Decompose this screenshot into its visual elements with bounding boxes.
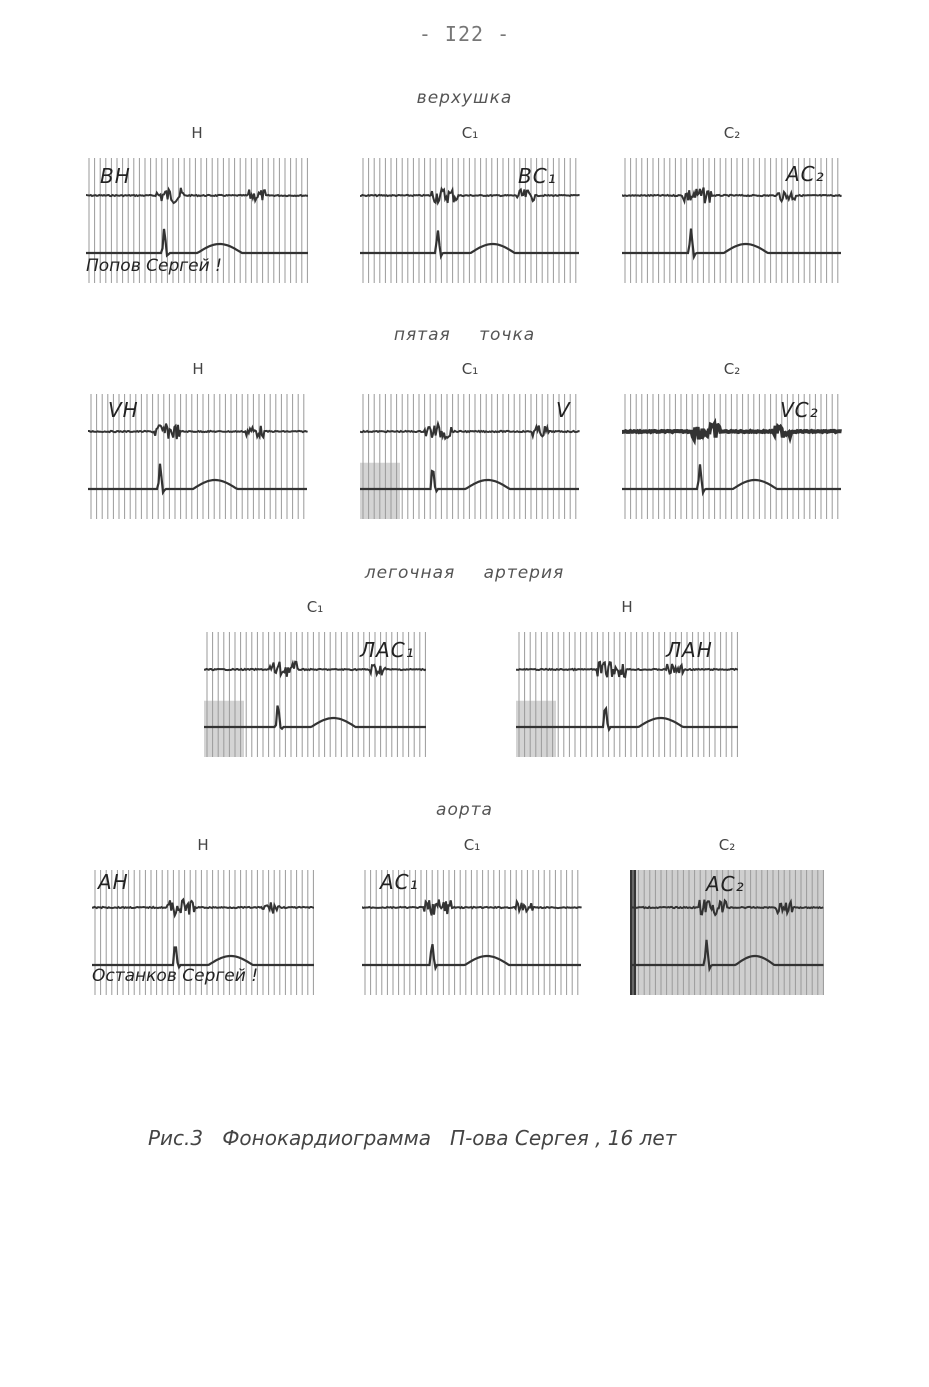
handwritten-signature: Попов Сергей ! xyxy=(86,256,222,276)
panel-label: С₁ xyxy=(461,124,479,142)
panel-tag: АС₂ xyxy=(786,162,825,186)
phonocardiogram-apex-c2 xyxy=(622,124,842,283)
section-title-pulmonary-artery: легочная артерия xyxy=(364,563,565,583)
panel-tag: АС₁ xyxy=(380,870,419,894)
panel-tag: VН xyxy=(108,398,139,422)
phonocardiogram-pulmonary-h xyxy=(516,598,738,757)
panel-tag: ЛАН xyxy=(666,638,713,662)
phonocardiogram-pulmonary-c1 xyxy=(204,598,426,757)
panel-tag: АС₂ xyxy=(706,872,745,896)
phonocardiogram-aorta-c1 xyxy=(362,836,582,995)
figure-caption: Рис.3 Фонокардиограмма П-ова Сергея , 16 лет xyxy=(148,1126,677,1150)
panel-label: С₂ xyxy=(718,836,736,854)
panel-label: С₂ xyxy=(723,124,741,142)
phonocardiogram-aorta-c2 xyxy=(630,836,824,995)
phonocardiogram-fifth-point-c1 xyxy=(360,360,580,519)
handwritten-signature: Останков Сергей ! xyxy=(92,966,259,986)
page-number: - I22 - xyxy=(418,22,511,46)
panel-tag: ВН xyxy=(100,164,131,188)
panel-label: С₁ xyxy=(461,360,479,378)
phonocardiogram-fifth-point-h xyxy=(88,360,308,519)
panel-label: С₂ xyxy=(723,360,741,378)
section-title-apex: верхушка xyxy=(416,88,513,108)
phonocardiogram-apex-c1 xyxy=(360,124,580,283)
panel-label: Н xyxy=(191,124,203,142)
section-title-aorta: аорта xyxy=(436,800,493,820)
phonocardiogram-aorta-h xyxy=(92,836,314,995)
panel-tag: ВС₁ xyxy=(518,164,557,188)
panel-tag: V xyxy=(556,398,571,422)
panel-tag: VС₂ xyxy=(780,398,819,422)
section-title-fifth-point: пятая точка xyxy=(393,325,536,345)
panel-tag: ЛАС₁ xyxy=(360,638,415,662)
phonocardiogram-fifth-point-c2 xyxy=(622,360,842,519)
panel-tag: АН xyxy=(98,870,129,894)
panel-label: С₁ xyxy=(306,598,324,616)
panel-label: Н xyxy=(192,360,204,378)
panel-label: Н xyxy=(621,598,633,616)
phonocardiogram-trace xyxy=(360,394,580,519)
panel-label: С₁ xyxy=(463,836,481,854)
panel-label: Н xyxy=(197,836,209,854)
phonocardiogram-apex-h xyxy=(86,124,308,283)
